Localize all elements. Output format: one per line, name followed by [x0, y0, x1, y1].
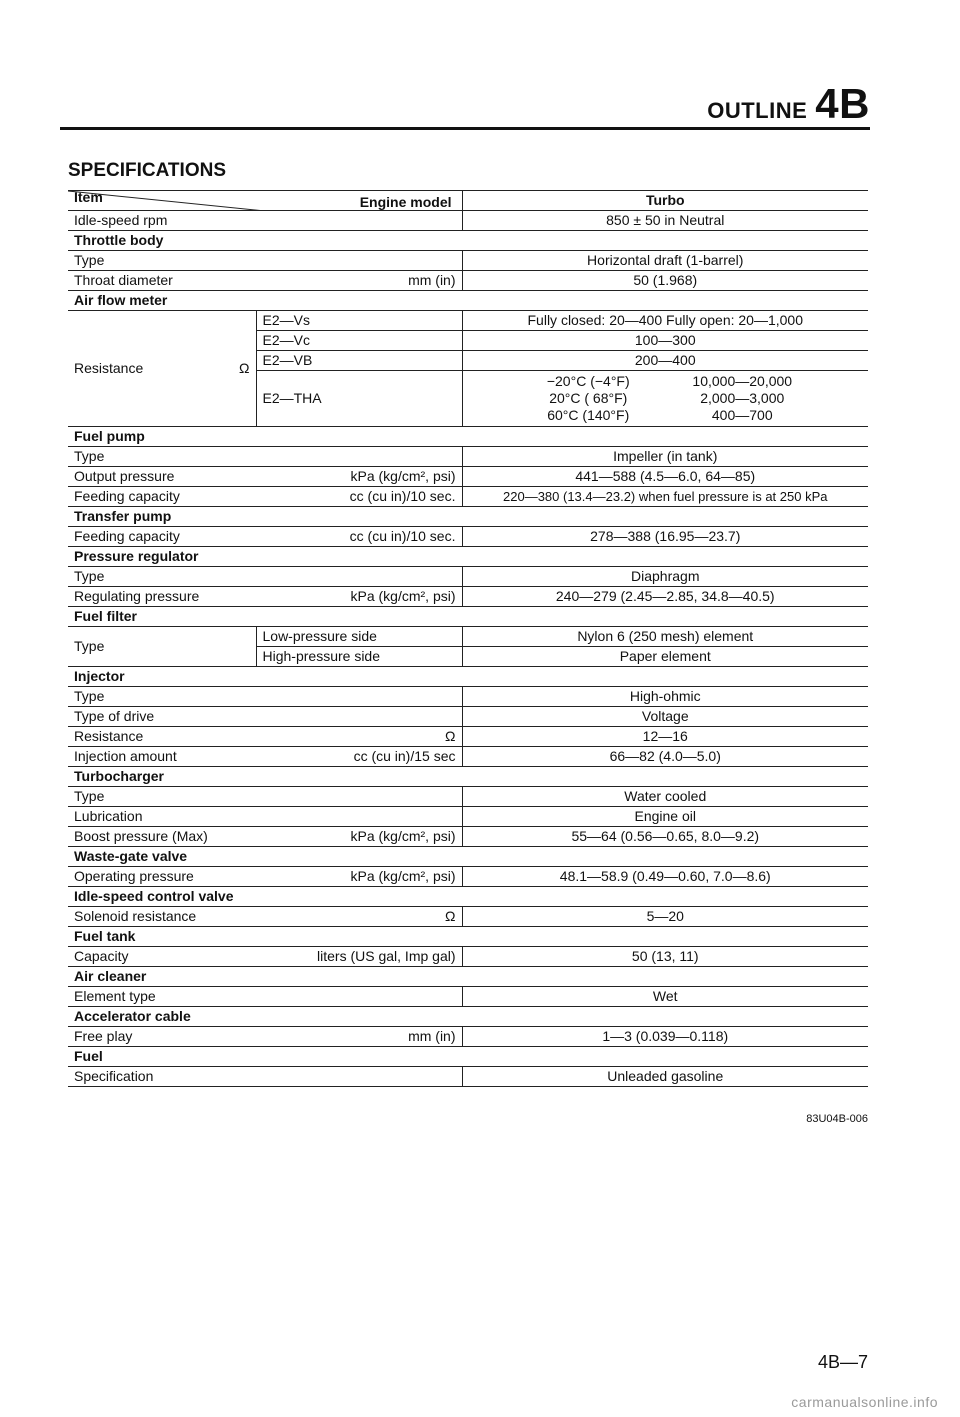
table-row [68, 987, 868, 1007]
category-row [68, 427, 868, 447]
table-row [68, 907, 868, 927]
terminal-label: E2—THA [256, 371, 462, 427]
row-label: Operating pressure [68, 867, 256, 887]
row-unit: Ω [256, 727, 462, 747]
row-label: Injection amount [68, 747, 256, 767]
row-value: Impeller (in tank) [462, 447, 868, 467]
row-value: 1—3 (0.039—0.118) [462, 1027, 868, 1047]
row-unit [256, 807, 462, 827]
row-unit: kPa (kg/cm², psi) [256, 827, 462, 847]
row-unit [256, 987, 462, 1007]
row-value: 100—300 [462, 331, 868, 351]
row-value: 48.1—58.9 (0.49—0.60, 7.0—8.6) [462, 867, 868, 887]
row-unit [256, 687, 462, 707]
row-unit [256, 447, 462, 467]
table-row [68, 271, 868, 291]
category-row [68, 667, 868, 687]
category-title: Fuel [68, 1047, 868, 1067]
item-label: Item [74, 190, 103, 205]
row-value: Wet [462, 987, 868, 1007]
row-value: 50 (1.968) [462, 271, 868, 291]
row-unit: kPa (kg/cm², psi) [256, 867, 462, 887]
table-row [68, 467, 868, 487]
category-row [68, 231, 868, 251]
row-value: Nylon 6 (250 mesh) element [462, 627, 868, 647]
row-label: Type [68, 627, 256, 667]
table-row [68, 787, 868, 807]
category-title: Turbocharger [68, 767, 868, 787]
row-label: Specification [68, 1067, 256, 1087]
row-label: Feeding capacity [68, 487, 256, 507]
row-label: Regulating pressure [68, 587, 256, 607]
row-label: Output pressure [68, 467, 256, 487]
tha-temp: 20°C ( 68°F) [549, 390, 628, 406]
header-rule [60, 127, 870, 130]
table-row [68, 1027, 868, 1047]
category-row [68, 291, 868, 311]
row-label: Idle-speed rpm [68, 211, 462, 231]
category-row [68, 1007, 868, 1027]
row-unit: kPa (kg/cm², psi) [256, 587, 462, 607]
terminal-label: E2—VB [256, 351, 462, 371]
table-row [68, 447, 868, 467]
tha-value: 400—700 [711, 407, 773, 423]
ohm-unit: Ω [239, 360, 250, 376]
header-corner-cell [68, 191, 462, 211]
table-row [68, 867, 868, 887]
table-row [68, 707, 868, 727]
row-label: Lubrication [68, 807, 256, 827]
resistance-label: Resistance [74, 360, 144, 376]
category-title: Waste-gate valve [68, 847, 868, 867]
row-unit [256, 567, 462, 587]
category-title: Accelerator cable [68, 1007, 868, 1027]
category-title: Throttle body [68, 231, 868, 251]
page-number: 4B—7 [817, 1352, 868, 1372]
sub-label: High-pressure side [256, 647, 462, 667]
table-row [68, 1067, 868, 1087]
table-row [68, 211, 868, 231]
category-row [68, 887, 868, 907]
row-value: Horizontal draft (1-barrel) [462, 251, 868, 271]
row-value: 441—588 (4.5—6.0, 64—85) [462, 467, 868, 487]
category-row [68, 927, 868, 947]
tha-temp: −20°C (−4°F) [546, 373, 630, 389]
row-value: 240—279 (2.45—2.85, 34.8—40.5) [462, 587, 868, 607]
row-value: Engine oil [462, 807, 868, 827]
row-value: 850 ± 50 in Neutral [462, 211, 868, 231]
terminal-label: E2—Vs [256, 311, 462, 331]
row-unit: mm (in) [256, 271, 462, 291]
category-row [68, 847, 868, 867]
row-label: Free play [68, 1027, 256, 1047]
row-value: 278—388 (16.95—23.7) [462, 527, 868, 547]
header-title [707, 80, 870, 128]
row-unit [256, 1067, 462, 1087]
category-title: Fuel filter [68, 607, 868, 627]
category-title: Idle-speed control valve [68, 887, 868, 907]
row-value: Water cooled [462, 787, 868, 807]
resistance-label-cell [68, 311, 256, 427]
row-label: Throat diameter [68, 271, 256, 291]
table-row [68, 311, 868, 331]
row-unit [256, 707, 462, 727]
specifications-heading: SPECIFICATIONS [68, 160, 226, 181]
row-value: High-ohmic [462, 687, 868, 707]
row-value: Paper element [462, 647, 868, 667]
tha-value: 10,000—20,000 [692, 373, 793, 389]
row-label: Type [68, 687, 256, 707]
row-value: 55—64 (0.56—0.65, 8.0—9.2) [462, 827, 868, 847]
row-label: Boost pressure (Max) [68, 827, 256, 847]
table-row [68, 827, 868, 847]
row-label: Capacity [68, 947, 256, 967]
row-value: Voltage [462, 707, 868, 727]
table-row [68, 947, 868, 967]
category-title: Air flow meter [68, 291, 868, 311]
row-unit: liters (US gal, Imp gal) [256, 947, 462, 967]
specifications-table [68, 190, 868, 1087]
row-value: 5—20 [462, 907, 868, 927]
category-title: Fuel pump [68, 427, 868, 447]
tha-value: 2,000—3,000 [700, 390, 785, 406]
category-title: Air cleaner [68, 967, 868, 987]
row-label: Solenoid resistance [68, 907, 256, 927]
category-row [68, 507, 868, 527]
row-label: Element type [68, 987, 256, 1007]
engine-model-label: Engine model [359, 194, 452, 210]
table-row [68, 747, 868, 767]
row-value: 12—16 [462, 727, 868, 747]
page-header [60, 80, 870, 130]
tha-grid [515, 373, 815, 424]
table-row [68, 567, 868, 587]
row-label: Type [68, 787, 256, 807]
category-row [68, 967, 868, 987]
category-title: Pressure regulator [68, 547, 868, 567]
header-section-code: 4B [815, 80, 870, 127]
row-unit: mm (in) [256, 1027, 462, 1047]
tha-values-cell [462, 371, 868, 427]
figure-code: 83U04B-006 [806, 1113, 868, 1125]
category-title: Transfer pump [68, 507, 868, 527]
row-value: 200—400 [462, 351, 868, 371]
table-row [68, 487, 868, 507]
row-value: 50 (13, 11) [462, 947, 868, 967]
row-value: Fully closed: 20—400 Fully open: 20—1,000 [462, 311, 868, 331]
row-value: 220—380 (13.4—23.2) when fuel pressure is at 250 kPa [462, 487, 868, 507]
sub-label: Low-pressure side [256, 627, 462, 647]
category-row [68, 767, 868, 787]
row-unit: cc (cu in)/15 sec [256, 747, 462, 767]
row-label: Resistance [68, 727, 256, 747]
row-label: Type of drive [68, 707, 256, 727]
category-row [68, 607, 868, 627]
table-row [68, 687, 868, 707]
row-label: Type [68, 567, 256, 587]
tha-temp: 60°C (140°F) [547, 407, 630, 423]
table-row [68, 627, 868, 647]
row-unit: cc (cu in)/10 sec. [256, 527, 462, 547]
table-row [68, 527, 868, 547]
row-label: Feeding capacity [68, 527, 256, 547]
table-row [68, 587, 868, 607]
row-value: Unleaded gasoline [462, 1067, 868, 1087]
header-outline-word: OUTLINE [707, 98, 808, 123]
row-unit [256, 787, 462, 807]
terminal-label: E2—Vc [256, 331, 462, 351]
table-row [68, 727, 868, 747]
category-row [68, 547, 868, 567]
row-value: 66—82 (4.0—5.0) [462, 747, 868, 767]
category-title: Injector [68, 667, 868, 687]
watermark-text: carmanualsonline.info [791, 1394, 938, 1410]
table-header-row [68, 191, 868, 211]
category-title: Fuel tank [68, 927, 868, 947]
row-unit [256, 251, 462, 271]
row-unit: Ω [256, 907, 462, 927]
row-value: Diaphragm [462, 567, 868, 587]
row-label: Type [68, 251, 256, 271]
row-unit: kPa (kg/cm², psi) [256, 467, 462, 487]
table-row [68, 251, 868, 271]
turbo-column-header: Turbo [462, 191, 868, 211]
table-row [68, 807, 868, 827]
category-row [68, 1047, 868, 1067]
row-label: Type [68, 447, 256, 467]
row-unit: cc (cu in)/10 sec. [256, 487, 462, 507]
